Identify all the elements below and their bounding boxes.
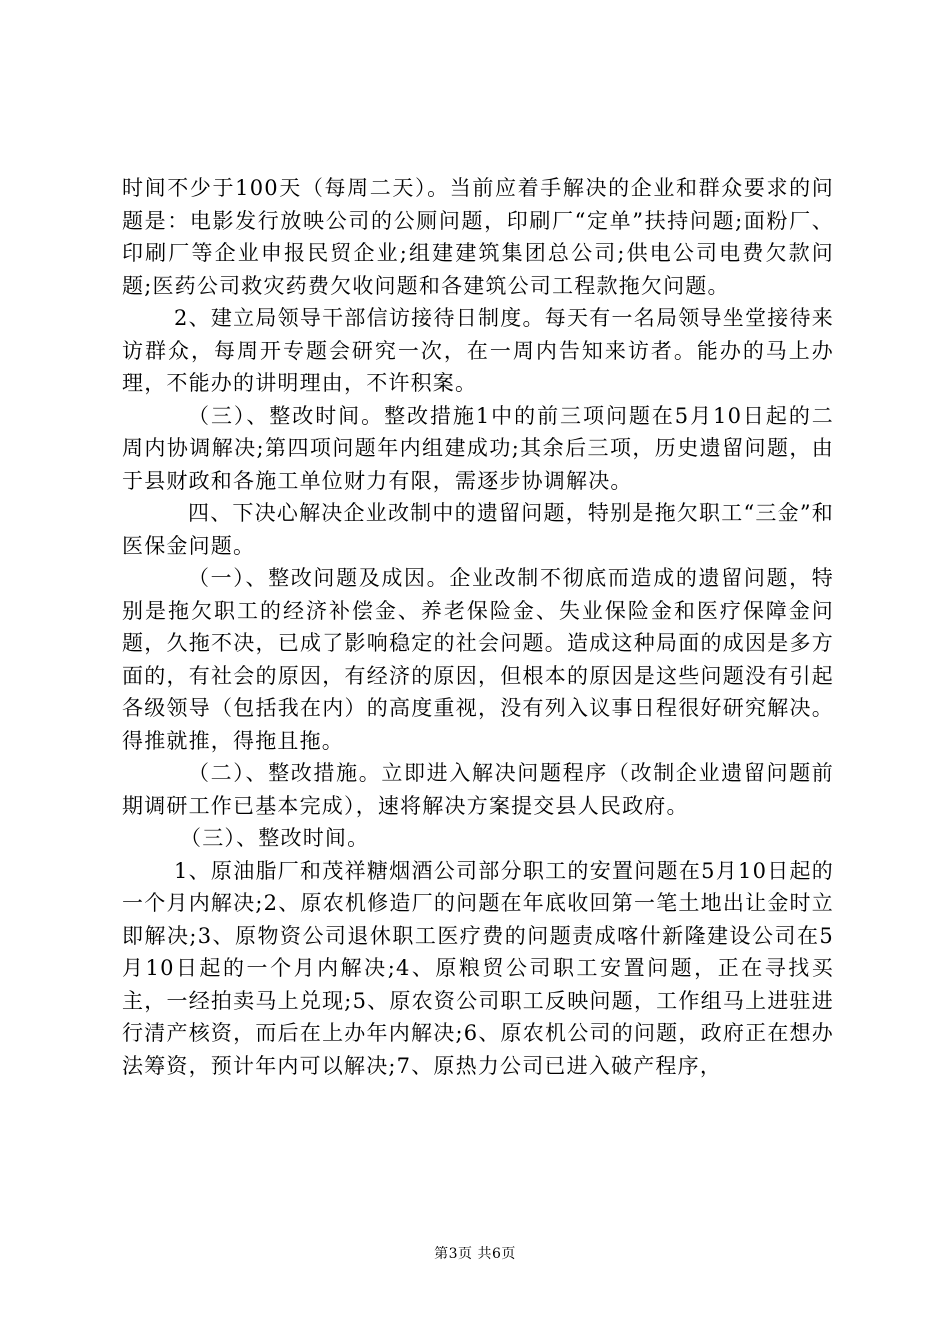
paragraph-section-3-heading: （三）、整改时间。 xyxy=(180,826,370,850)
paragraph-heading-4: 四、下决心解决企业改制中的遗留问题，特别是拖欠职工“三金”和医保金问题。 xyxy=(122,501,834,558)
paragraph-item-2: 2、建立局领导干部信访接待日制度。每天有一名局领导坐堂接待来访群众，每周开专题会研究一次，在一周内告知来访者。能办的马上办理，不能办的讲明理由，不许积案。 xyxy=(122,306,834,395)
paragraph-section-2-measures: （二）、整改措施。立即进入解决问题程序（改制企业遗留问题前期调研工作已基本完成），速将解决方案提交县人民政府。 xyxy=(122,761,834,818)
paragraph-section-3-timing: （三）、整改时间。整改措施1中的前三项问题在5月10日起的二周内协调解决;第四项问题年内组建成功;其余后三项，历史遗留问题，由于县财政和各施工单位财力有限，需逐步协调解决。 xyxy=(122,403,834,493)
paragraph-timing-list: 1、原油脂厂和茂祥糖烟酒公司部分职工的安置问题在5月10日起的一个月内解决;2、原农机修造厂的问题在年底收回第一笔土地出让金时立即解决;3、原物资公司退休职工医疗费的问题责成喀什新隆建设公司在5月10日起的一个月内解决;4、原粮贸公司职工安置问题，正在寻找买主，一经拍卖马上兑现;5、原农资公司职工反映问题，工作组马上进驻进行清产核资，而后在上办年内解决;6、原农机公司的问题，政府正在想办法筹资，预计年内可以解决;7、原热力公司已进入破产程序， xyxy=(122,858,834,1078)
page-number-footer: 第3页 共6页 xyxy=(434,1246,516,1262)
paragraph-section-1-causes: （一）、整改问题及成因。企业改制不彻底而造成的遗留问题，特别是拖欠职工的经济补偿金、养老保险金、失业保险金和医疗保障金问题，久拖不决，已成了影响稳定的社会问题。造成这种局面的成因是多方面的，有社会的原因，有经济的原因，但根本的原因是这些问题没有引起各级领导（包括我在内）的高度重视，没有列入议事日程很好研究解决。得推就推，得拖且拖。 xyxy=(122,566,834,753)
document-body xyxy=(122,172,834,1082)
paragraph-continuation: 时间不少于100天（每周二天）。当前应着手解决的企业和群众要求的问题是：电影发行放映公司的公厕问题，印刷厂“定单”扶持问题;面粉厂、印刷厂等企业申报民贸企业;组建建筑集团总公司;供电公司电费欠款问题;医药公司救灾药费欠收问题和各建筑公司工程款拖欠问题。 xyxy=(122,176,834,298)
